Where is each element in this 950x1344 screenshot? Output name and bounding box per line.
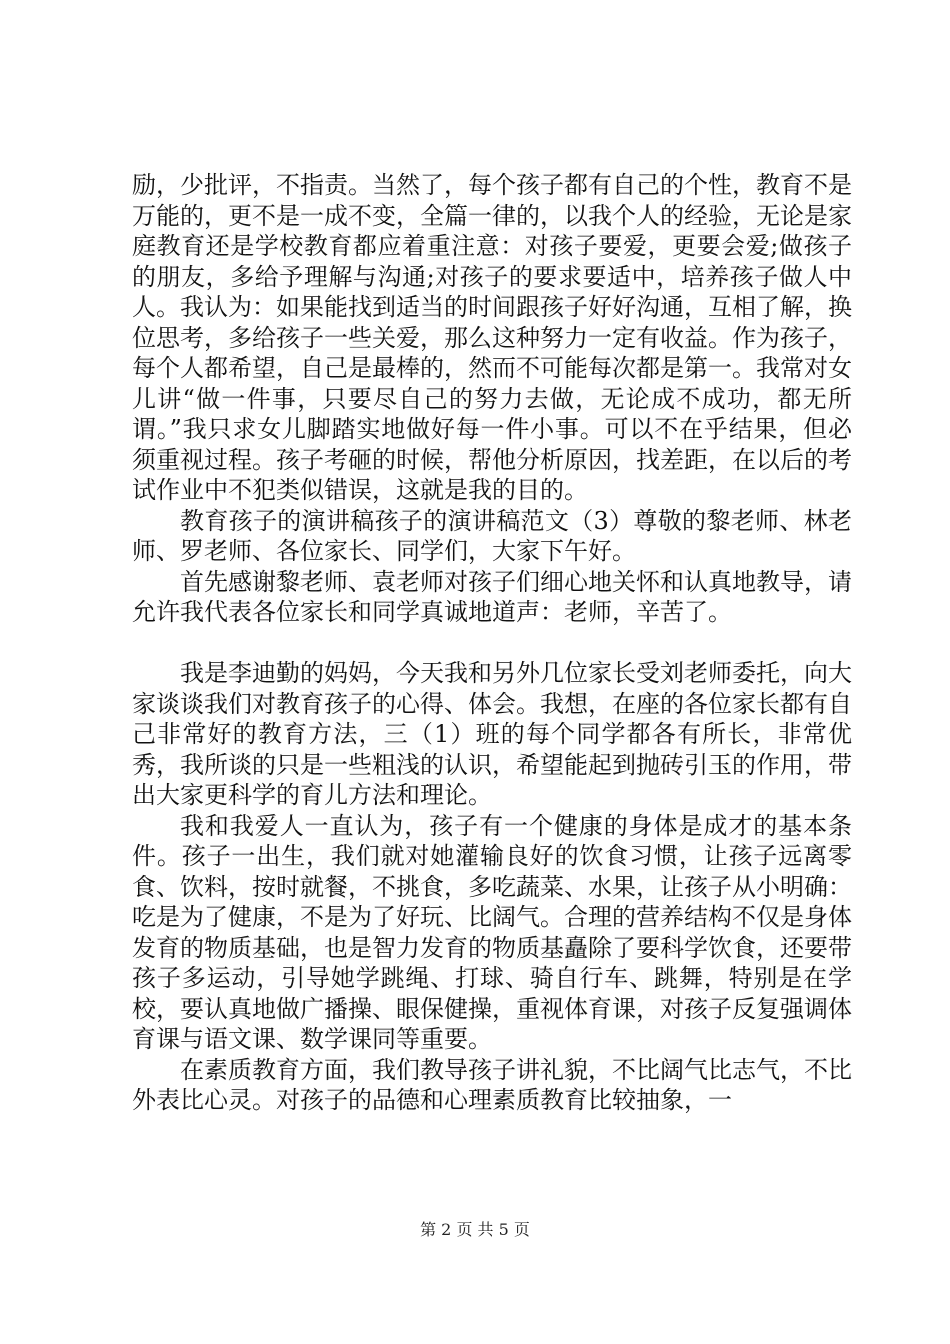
blank-line — [132, 628, 852, 659]
page-number-footer: 第 2 页 共 5 页 — [420, 1220, 530, 1239]
paragraph-thanks: 首先感谢黎老师、袁老师对孩子们细心地关怀和认真地教导，请允许我代表各位家长和同学真诚地道声：老师，辛苦了。 — [132, 567, 852, 626]
paragraph-speech-heading: 教育孩子的演讲稿孩子的演讲稿范文（3）尊敬的黎老师、林老师、罗老师、各位家长、同学们，大家下午好。 — [132, 506, 852, 565]
document-body — [132, 170, 852, 1116]
paragraph-introduction: 我是李迪勤的妈妈，今天我和另外几位家长受刘老师委托，向大家谈谈我们对教育孩子的心得、体会。我想，在座的各位家长都有自己非常好的教育方法，三（1）班的每个同学都各有所长，非常优秀，我所谈的只是一些粗浅的认识，希望能起到抛砖引玉的作用，带出大家更科学的育儿方法和理论。 — [132, 659, 852, 809]
paragraph-quality-education: 在素质教育方面，我们教导孩子讲礼貌，不比阔气比志气，不比外表比心灵。对孩子的品德和心理素质教育比较抽象，一 — [132, 1055, 852, 1114]
paragraph-continuation: 励，少批评，不指责。当然了，每个孩子都有自己的个性，教育不是万能的，更不是一成不变，全篇一律的，以我个人的经验，无论是家庭教育还是学校教育都应着重注意：对孩子要爱，更要会爱;做孩子的朋友，多给予理解与沟通;对孩子的要求要适中，培养孩子做人中人。我认为：如果能找到适当的时间跟孩子好好沟通，互相了解，换位思考，多给孩子一些关爱，那么这种努力一定有收益。作为孩子，每个人都希望，自己是最棒的，然而不可能每次都是第一。我常对女儿讲“做一件事，只要尽自己的努力去做，无论成不成功，都无所谓。”我只求女儿脚踏实地做好每一件小事。可以不在乎结果，但必须重视过程。孩子考砸的时候，帮他分析原因，找差距，在以后的考试作业中不犯类似错误，这就是我的目的。 — [132, 171, 852, 504]
paragraph-health: 我和我爱人一直认为，孩子有一个健康的身体是成才的基本条件。孩子一出生，我们就对她灌输良好的饮食习惯，让孩子远离零食、饮料，按时就餐，不挑食，多吃蔬菜、水果，让孩子从小明确：吃是为了健康，不是为了好玩、比阔气。合理的营养结构不仅是身体发育的物质基础，也是智力发育的物质基矗除了要科学饮食，还要带孩子多运动，引导她学跳绳、打球、骑自行车、跳舞，特别是在学校，要认真地做广播操、眼保健操，重视体育课，对孩子反复强调体育课与语文课、数学课同等重要。 — [132, 811, 852, 1053]
